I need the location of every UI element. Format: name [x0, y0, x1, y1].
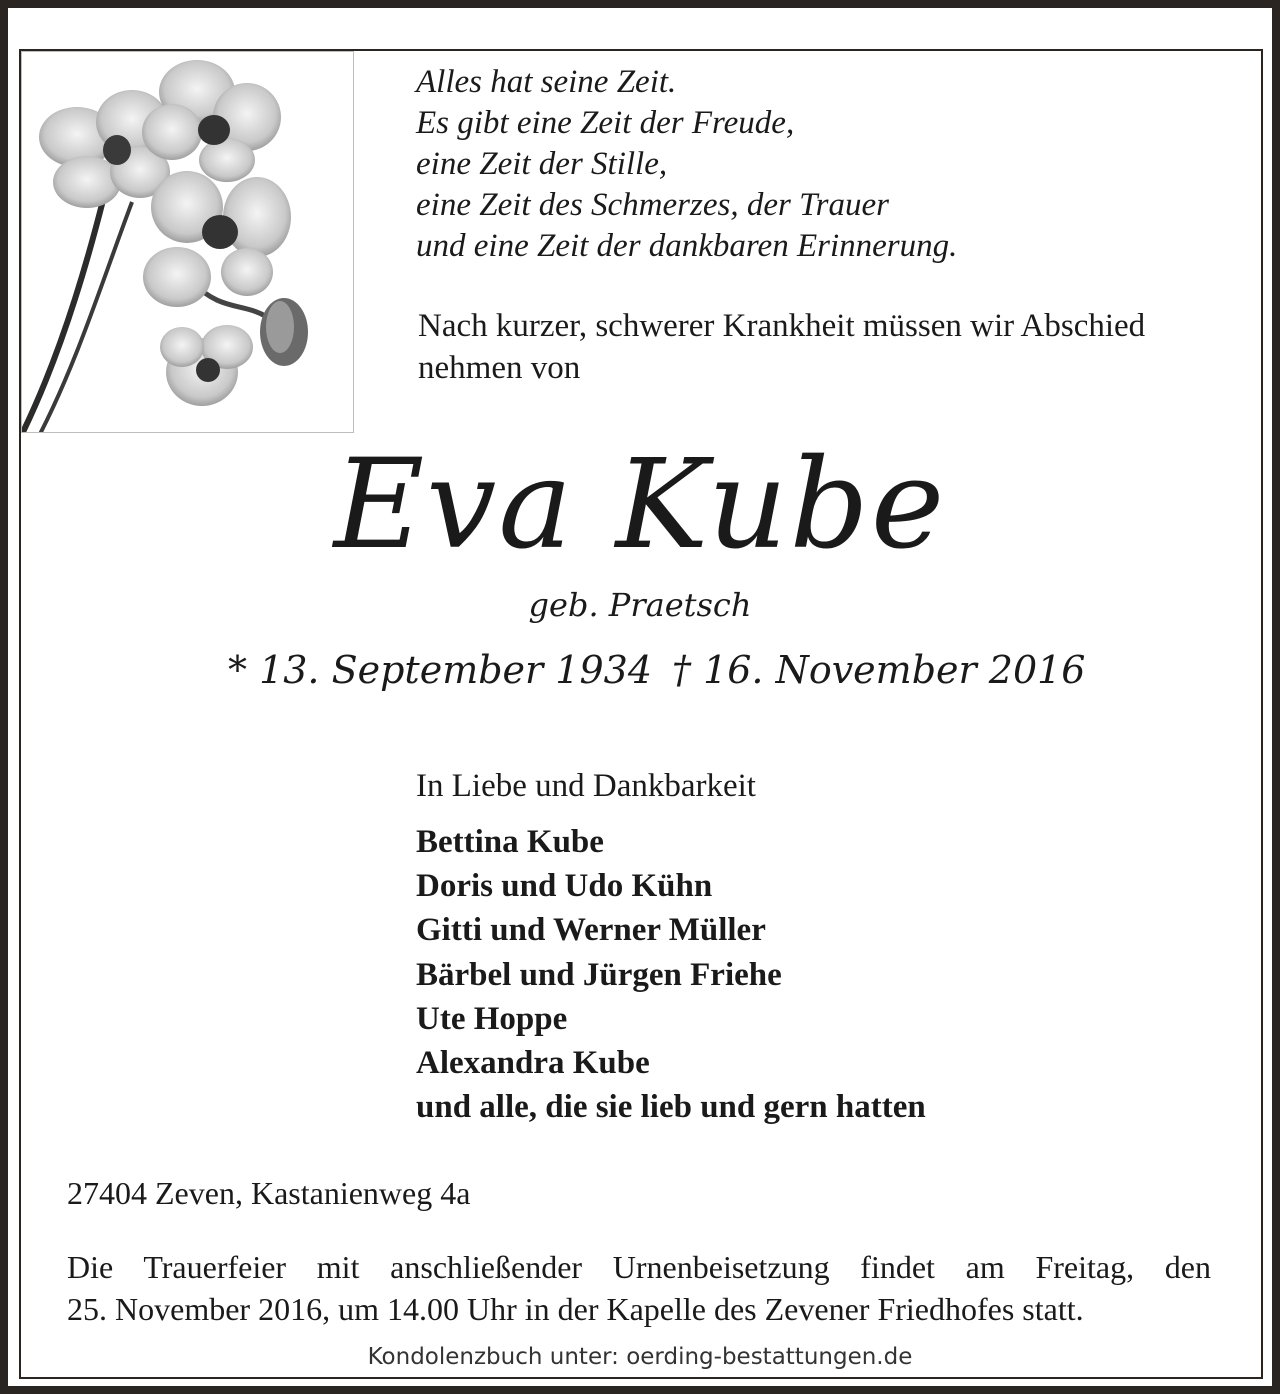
funeral-notice: [67, 1246, 1211, 1330]
poem-line: eine Zeit des Schmerzes, der Trauer: [416, 187, 889, 223]
list-item: und alle, die sie lieb und gern hatten: [416, 1089, 926, 1126]
address: 27404 Zeven, Kastanienweg 4a: [67, 1175, 471, 1211]
closing-phrase: In Liebe und Dankbarkeit: [416, 768, 756, 804]
poem: [416, 62, 957, 267]
list-item: Bettina Kube: [416, 824, 604, 860]
death-date: † 16. November 2016: [672, 648, 1086, 692]
birth-date: * 13. September 1934: [228, 648, 652, 692]
intro-line: nehmen von: [418, 350, 581, 386]
poem-line: eine Zeit der Stille,: [416, 146, 668, 182]
funeral-line-1: Die Trauerfeier mit anschließender Urnenbeisetzung findet am Freitag, den: [67, 1249, 1211, 1285]
mourners-list: [416, 820, 926, 1129]
list-item: Gitti und Werner Müller: [416, 912, 766, 949]
list-item: Alexandra Kube: [416, 1045, 650, 1082]
poem-line: und eine Zeit der dankbaren Erinnerung.: [416, 228, 958, 264]
list-item: Bärbel und Jürgen Friehe: [416, 956, 782, 993]
maiden-name: geb. Praetsch: [528, 586, 752, 624]
funeral-line-2: 25. November 2016, um 14.00 Uhr in der Kapelle des Zevener Friedhofes statt.: [67, 1291, 1084, 1327]
condolence-link[interactable]: Kondolenzbuch unter: oerding-bestattungen.de: [367, 1344, 913, 1370]
deceased-name: Eva Kube: [333, 433, 947, 577]
poem-line: Alles hat seine Zeit.: [416, 64, 677, 100]
intro-text: [418, 305, 1238, 389]
poem-line: Es gibt eine Zeit der Freude,: [416, 105, 795, 141]
orchid-image: [21, 51, 354, 433]
intro-line: Nach kurzer, schwerer Krankheit müssen wir Abschied: [418, 308, 1146, 344]
list-item: Doris und Udo Kühn: [416, 868, 713, 905]
list-item: Ute Hoppe: [416, 1000, 568, 1037]
